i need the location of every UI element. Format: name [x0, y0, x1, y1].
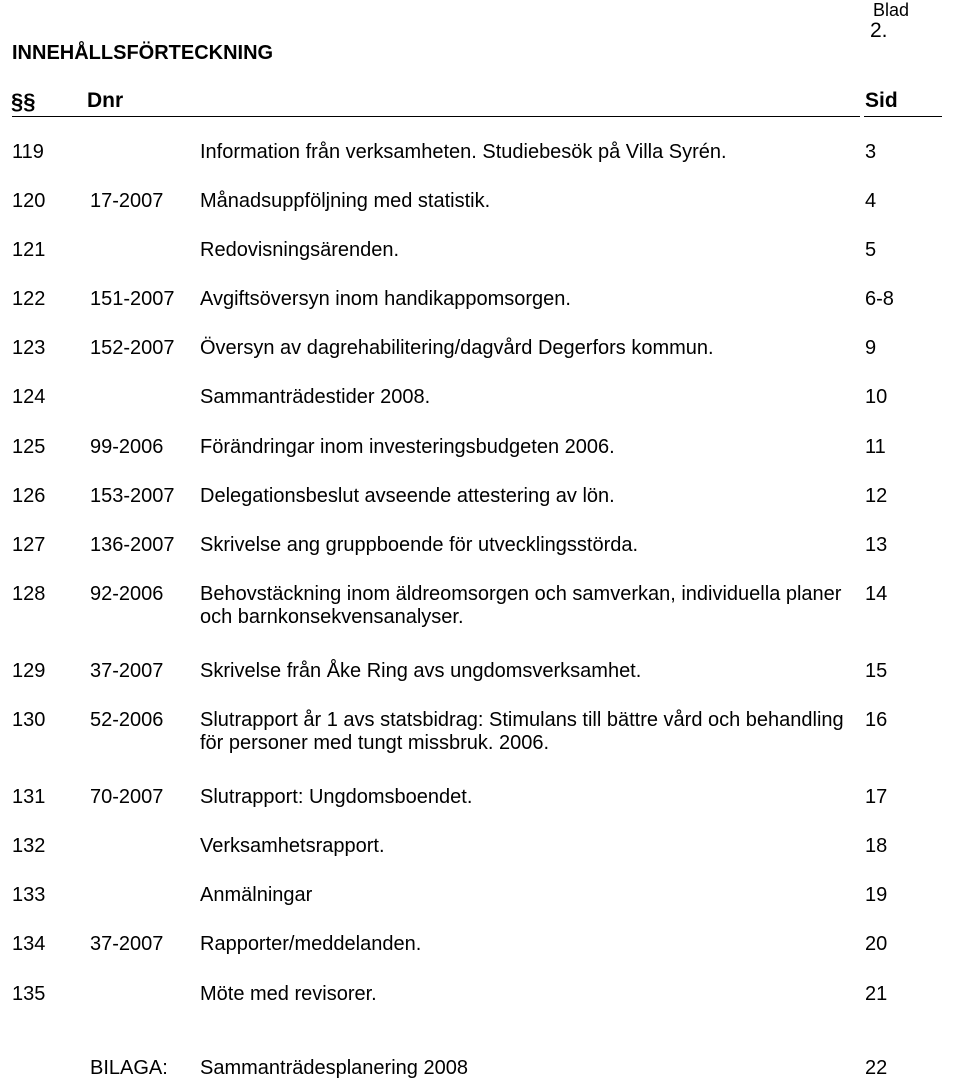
row-number: 130 [12, 709, 46, 731]
row-description: Slutrapport år 1 avs statsbidrag: Stimulans till bättre vård och behandling för personer med tungt missbruk. 2006. [200, 709, 844, 754]
row-dnr: 92-2006 [90, 583, 164, 605]
row-description: Rapporter/meddelanden. [200, 933, 422, 955]
row-description: Månadsuppföljning med statistik. [200, 190, 491, 212]
row-page: 17 [865, 786, 888, 808]
row-dnr: 37-2007 [90, 660, 164, 682]
row-dnr: 17-2007 [90, 190, 164, 212]
row-page: 14 [865, 583, 888, 605]
row-description: Behovstäckning inom äldreomsorgen och samverkan, individuella planer och barnkonsekvensanalyser. [200, 583, 842, 628]
row-page: 9 [865, 337, 877, 359]
row-number: 123 [12, 337, 46, 359]
row-number: 129 [12, 660, 46, 682]
row-description: Delegationsbeslut avseende attestering av lön. [200, 485, 615, 507]
row-description: Sammanträdestider 2008. [200, 386, 431, 408]
row-number: 119 [12, 141, 44, 163]
row-page: 11 [865, 436, 886, 458]
document-title: INNEHÅLLSFÖRTECKNING [12, 42, 274, 64]
row-number: 120 [12, 190, 46, 212]
row-page: 3 [865, 141, 877, 163]
appendix-page: 22 [865, 1057, 888, 1079]
row-dnr: 37-2007 [90, 933, 164, 955]
column-header-dnr: Dnr [87, 89, 124, 112]
row-number: 134 [12, 933, 46, 955]
page-number: 2. [870, 19, 888, 42]
row-page: 20 [865, 933, 888, 955]
row-number: 131 [12, 786, 46, 808]
row-description: Information från verksamheten. Studiebesök på Villa Syrén. [200, 141, 727, 163]
row-number: 121 [12, 239, 46, 261]
row-description: Avgiftsöversyn inom handikappomsorgen. [200, 288, 571, 310]
row-description: Möte med revisorer. [200, 983, 377, 1005]
row-description: Slutrapport: Ungdomsboendet. [200, 786, 473, 808]
row-description: Anmälningar [200, 884, 313, 906]
appendix-title: Sammanträdesplanering 2008 [200, 1057, 468, 1079]
row-page: 13 [865, 534, 888, 556]
row-page: 4 [865, 190, 877, 212]
row-page: 10 [865, 386, 888, 408]
row-number: 126 [12, 485, 46, 507]
row-dnr: 70-2007 [90, 786, 164, 808]
row-page: 18 [865, 835, 888, 857]
row-number: 133 [12, 884, 46, 906]
row-page: 19 [865, 884, 888, 906]
appendix-label: BILAGA: [90, 1057, 168, 1079]
row-number: 132 [12, 835, 46, 857]
row-description: Skrivelse ang gruppboende för utvecklingsstörda. [200, 534, 639, 556]
page-label: Blad [873, 0, 910, 20]
row-number: 122 [12, 288, 46, 310]
row-page: 5 [865, 239, 877, 261]
row-page: 16 [865, 709, 888, 731]
row-dnr: 152-2007 [90, 337, 175, 359]
row-description: Skrivelse från Åke Ring avs ungdomsverksamhet. [200, 660, 642, 682]
column-header-sid: Sid [865, 89, 898, 112]
row-description: Förändringar inom investeringsbudgeten 2006. [200, 436, 615, 458]
row-number: 125 [12, 436, 46, 458]
row-dnr: 151-2007 [90, 288, 175, 310]
row-page: 21 [865, 983, 888, 1005]
row-description: Översyn av dagrehabilitering/dagvård Degerfors kommun. [200, 337, 714, 359]
row-number: 127 [12, 534, 46, 556]
header-divider [12, 116, 942, 117]
row-dnr: 99-2006 [90, 436, 164, 458]
row-page: 6-8 [865, 288, 894, 310]
row-dnr: 153-2007 [90, 485, 175, 507]
row-dnr: 52-2006 [90, 709, 164, 731]
row-description: Redovisningsärenden. [200, 239, 400, 261]
row-page: 12 [865, 485, 888, 507]
row-dnr: 136-2007 [90, 534, 175, 556]
row-page: 15 [865, 660, 888, 682]
row-number: 128 [12, 583, 46, 605]
row-number: 135 [12, 983, 46, 1005]
row-description: Verksamhetsrapport. [200, 835, 385, 857]
column-header-paragraph: §§ [11, 89, 36, 114]
row-number: 124 [12, 386, 46, 408]
